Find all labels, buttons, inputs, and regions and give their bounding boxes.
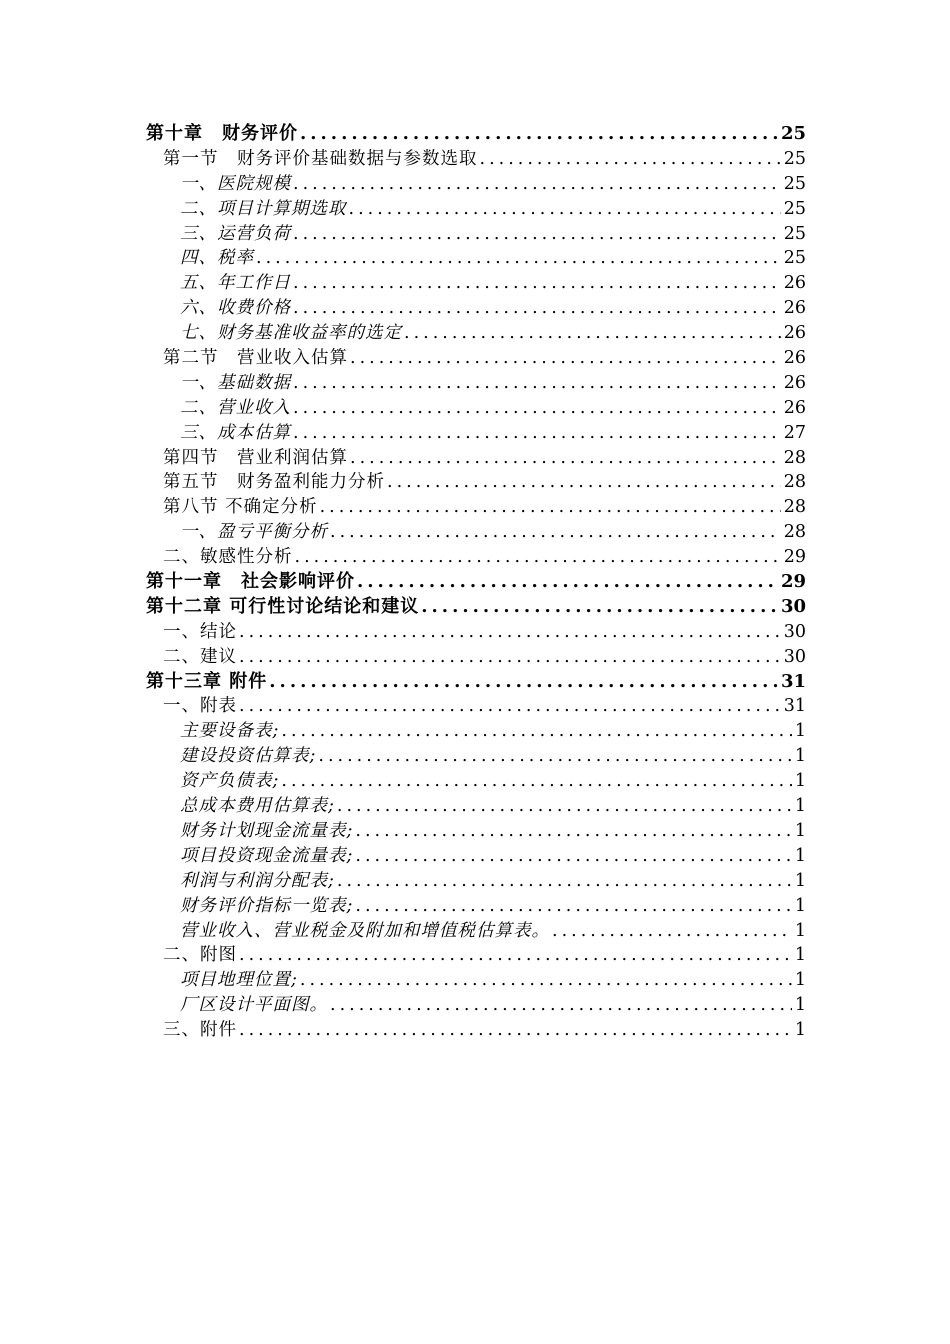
toc-entry-page-number: 1 [794, 746, 806, 767]
toc-dot-leader [337, 794, 792, 819]
toc-entry-title: 二、附图 [163, 945, 237, 966]
toc-dot-leader [293, 222, 781, 247]
toc-entry-title: 第十二章 可行性讨论结论和建议 [146, 595, 420, 617]
toc-entry-page-number: 28 [783, 497, 806, 518]
toc-entry-page-number: 26 [783, 273, 806, 294]
toc-entry-title: 三、运营负荷 [180, 223, 291, 244]
toc-entry-title: 财务评价指标一览表; [180, 895, 354, 916]
toc-entry[interactable] [146, 446, 806, 471]
toc-entry-page-number: 1 [794, 945, 806, 966]
toc-entry[interactable] [146, 371, 806, 396]
toc-entry[interactable] [146, 271, 806, 296]
toc-entry[interactable] [146, 321, 806, 346]
toc-entry[interactable] [146, 495, 806, 520]
toc-entry-title: 七、财务基准收益率的选定 [180, 323, 402, 344]
toc-dot-leader [256, 246, 781, 271]
toc-dot-leader [349, 197, 781, 222]
toc-entry-page-number: 29 [783, 547, 806, 568]
toc-dot-leader [293, 172, 781, 197]
toc-dot-leader [300, 968, 792, 993]
toc-entry-page-number: 25 [783, 148, 806, 169]
toc-entry-page-number: 26 [783, 323, 806, 344]
toc-entry-page-number: 1 [794, 1020, 806, 1041]
toc-entry-title: 财务计划现金流量表; [180, 820, 354, 841]
toc-entry-title: 第五节 财务盈利能力分析 [163, 472, 385, 493]
toc-entry[interactable] [146, 993, 806, 1018]
toc-dot-leader [357, 570, 778, 595]
toc-entry-title: 一、附表 [163, 696, 237, 717]
toc-entry-title: 第十一章 社会影响评价 [146, 571, 355, 593]
toc-entry[interactable] [146, 246, 806, 271]
toc-dot-leader [293, 296, 781, 321]
toc-dot-leader [293, 371, 781, 396]
toc-entry-title: 第四节 营业利润估算 [163, 447, 348, 468]
toc-entry[interactable] [146, 744, 806, 769]
toc-entry-title: 营业收入、营业税金及附加和增值税估算表。 [180, 920, 550, 941]
toc-entry-page-number: 25 [783, 198, 806, 219]
toc-entry-page-number: 26 [783, 372, 806, 393]
toc-entry-page-number: 25 [783, 223, 806, 244]
toc-entry-page-number: 1 [794, 995, 806, 1016]
toc-entry-title: 三、附件 [163, 1020, 237, 1041]
toc-entry-page-number: 30 [783, 621, 806, 642]
toc-entry-page-number: 25 [780, 123, 806, 144]
toc-entry-title: 二、建议 [163, 646, 237, 667]
toc-entry-page-number: 27 [783, 422, 806, 443]
toc-entry-page-number: 26 [783, 348, 806, 369]
toc-entry[interactable] [146, 694, 806, 719]
toc-entry[interactable] [146, 296, 806, 321]
toc-dot-leader [281, 769, 791, 794]
toc-dot-leader [239, 645, 781, 670]
toc-entry-title: 二、营业收入 [180, 397, 291, 418]
toc-dot-leader [330, 993, 792, 1018]
toc-entry-title: 项目投资现金流量表; [180, 845, 354, 866]
toc-entry[interactable] [146, 968, 806, 993]
toc-dot-leader [404, 321, 781, 346]
toc-dot-leader [421, 595, 778, 620]
toc-entry-title: 第八节 不确定分析 [163, 497, 318, 518]
toc-dot-leader [239, 943, 792, 968]
toc-entry[interactable] [146, 943, 806, 968]
toc-entry-title: 五、年工作日 [180, 273, 291, 294]
toc-dot-leader [355, 844, 791, 869]
toc-entry-page-number: 1 [794, 895, 806, 916]
toc-entry-page-number: 25 [783, 248, 806, 269]
toc-entry-page-number: 31 [780, 670, 806, 692]
toc-entry[interactable] [146, 719, 806, 744]
toc-entry[interactable] [146, 396, 806, 421]
toc-dot-leader [337, 869, 792, 894]
toc-entry-title: 二、敏感性分析 [163, 547, 293, 568]
toc-entry[interactable] [146, 147, 806, 172]
toc-entry-title: 项目地理位置; [180, 970, 298, 991]
toc-entry-title: 一、结论 [163, 621, 237, 642]
toc-entry-title: 利润与利润分配表; [180, 870, 335, 891]
toc-entry[interactable] [146, 520, 806, 545]
toc-dot-leader [355, 819, 791, 844]
toc-entry-title: 资产负债表; [180, 771, 280, 792]
toc-dot-leader [293, 396, 781, 421]
toc-entry-title: 六、收费价格 [180, 298, 291, 319]
toc-entry[interactable] [146, 197, 806, 222]
toc-entry-title: 主要设备表; [180, 721, 280, 742]
toc-entry-page-number: 30 [783, 646, 806, 667]
toc-entry-page-number: 1 [794, 845, 806, 866]
toc-dot-leader [293, 271, 781, 296]
toc-entry-title: 二、项目计算期选取 [180, 198, 347, 219]
toc-entry-page-number: 28 [783, 472, 806, 493]
toc-entry-page-number: 1 [794, 721, 806, 742]
toc-entry-page-number: 30 [780, 595, 806, 617]
toc-entry[interactable] [146, 894, 806, 919]
toc-entry-page-number: 25 [783, 173, 806, 194]
table-of-contents [146, 122, 806, 1043]
toc-entry-page-number: 29 [780, 571, 806, 593]
toc-entry[interactable] [146, 470, 806, 495]
toc-entry-page-number: 1 [794, 820, 806, 841]
toc-dot-leader [239, 1018, 792, 1043]
toc-entry[interactable] [146, 645, 806, 670]
toc-entry-title: 四、税率 [180, 248, 254, 269]
toc-entry[interactable] [146, 421, 806, 446]
toc-dot-leader [480, 147, 781, 172]
toc-entry-page-number: 26 [783, 298, 806, 319]
toc-dot-leader [239, 694, 781, 719]
toc-dot-leader [320, 495, 781, 520]
toc-entry[interactable] [146, 620, 806, 645]
toc-entry[interactable] [146, 1018, 806, 1043]
toc-entry[interactable] [146, 919, 806, 944]
toc-entry-page-number: 28 [783, 522, 806, 543]
toc-entry-title: 一、医院规模 [180, 173, 291, 194]
toc-entry-title: 一、盈亏平衡分析 [180, 522, 328, 543]
toc-entry-title: 第一节 财务评价基础数据与参数选取 [163, 148, 478, 169]
toc-dot-leader [350, 346, 781, 371]
toc-entry-page-number: 1 [794, 796, 806, 817]
toc-dot-leader [300, 122, 778, 147]
toc-entry-title: 建设投资估算表; [180, 746, 317, 767]
toc-dot-leader [330, 520, 781, 545]
toc-entry[interactable] [146, 794, 806, 819]
toc-entry[interactable] [146, 346, 806, 371]
toc-entry[interactable] [146, 670, 806, 695]
toc-entry[interactable] [146, 122, 806, 147]
toc-entry-page-number: 1 [794, 970, 806, 991]
toc-entry[interactable] [146, 595, 806, 620]
toc-dot-leader [295, 545, 781, 570]
toc-entry[interactable] [146, 844, 806, 869]
toc-entry-title: 第十三章 附件 [146, 670, 268, 692]
toc-entry-page-number: 1 [794, 771, 806, 792]
toc-dot-leader [269, 670, 778, 695]
toc-entry-title: 厂区设计平面图。 [180, 995, 328, 1016]
toc-entry[interactable] [146, 869, 806, 894]
toc-entry-title: 一、基础数据 [180, 372, 291, 393]
toc-entry-page-number: 31 [783, 696, 806, 717]
toc-entry-title: 第十章 财务评价 [146, 123, 298, 144]
toc-dot-leader [387, 470, 781, 495]
toc-entry[interactable] [146, 172, 806, 197]
toc-dot-leader [281, 719, 791, 744]
toc-entry-title: 第二节 营业收入估算 [163, 348, 348, 369]
toc-entry[interactable] [146, 545, 806, 570]
toc-dot-leader [318, 744, 791, 769]
toc-entry-page-number: 28 [783, 447, 806, 468]
toc-entry[interactable] [146, 222, 806, 247]
toc-entry[interactable] [146, 570, 806, 595]
toc-entry[interactable] [146, 819, 806, 844]
toc-entry-page-number: 1 [794, 920, 806, 941]
toc-entry-page-number: 26 [783, 397, 806, 418]
toc-dot-leader [552, 919, 792, 944]
toc-entry-page-number: 1 [794, 870, 806, 891]
toc-entry-title: 总成本费用估算表; [180, 796, 335, 817]
toc-entry-title: 三、成本估算 [180, 422, 291, 443]
toc-dot-leader [293, 421, 781, 446]
toc-entry[interactable] [146, 769, 806, 794]
toc-dot-leader [355, 894, 791, 919]
toc-dot-leader [239, 620, 781, 645]
toc-dot-leader [350, 446, 781, 471]
